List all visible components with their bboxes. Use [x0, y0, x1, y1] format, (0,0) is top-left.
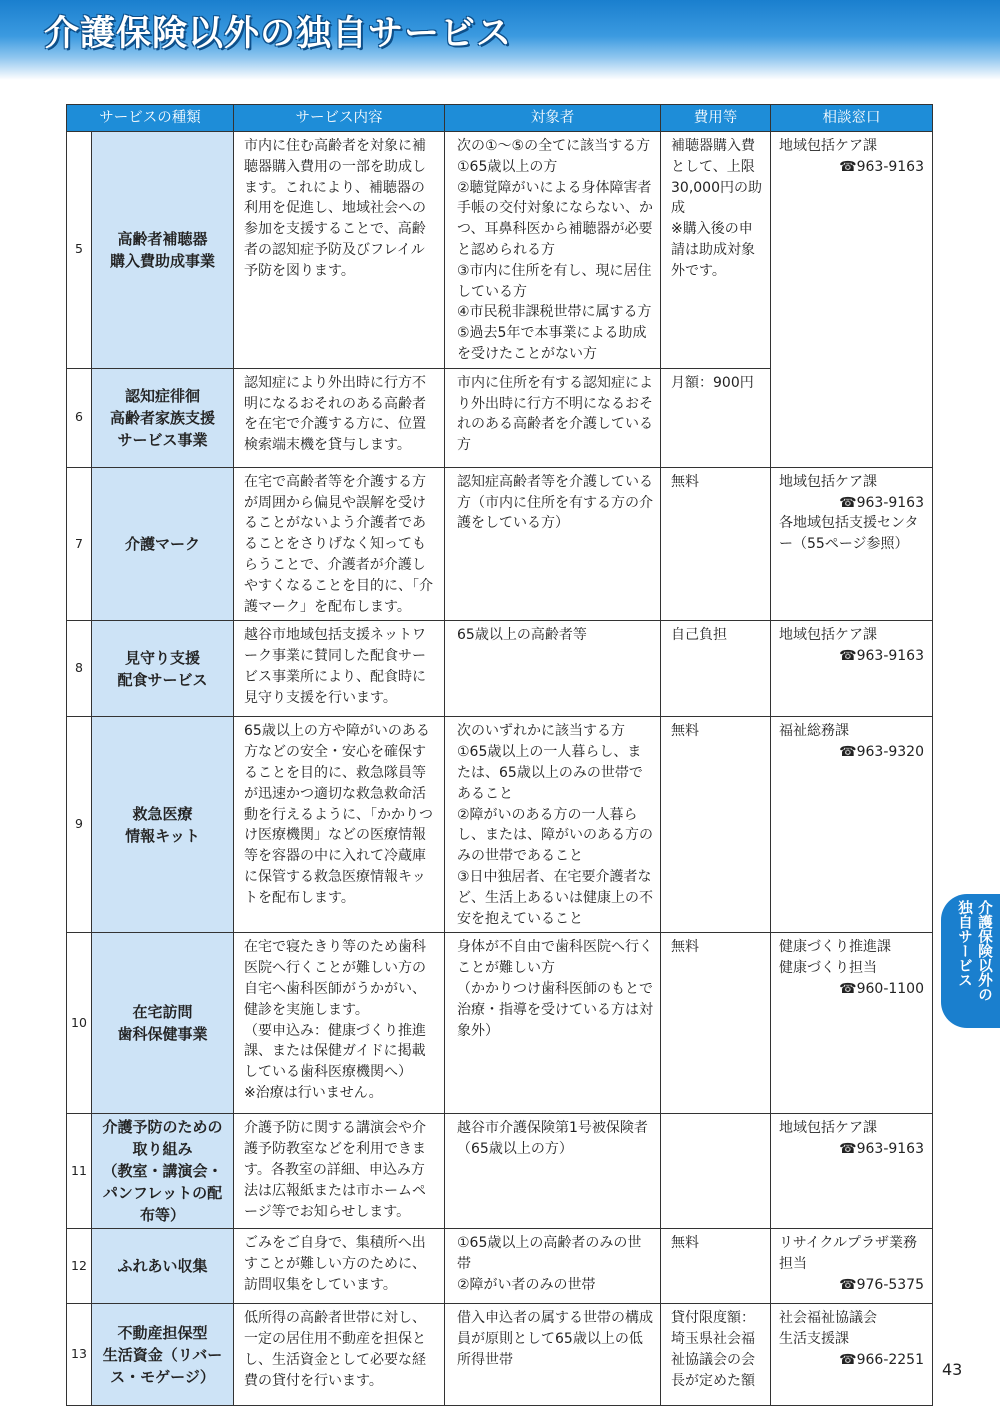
table-row — [67, 132, 933, 369]
contact-note: 各地域包括支援センター（55ページ参照） — [779, 515, 919, 553]
service-content: 在宅で高齢者等を介護する方が周囲から偏見や誤解を受けることがないよう介護者であることをさりげなく知ってもらうことで、介護者が介護しやすくなることを目的に、「介護マーク」を配布します。 — [234, 467, 445, 621]
column-header-cost: 費用等 — [661, 105, 771, 132]
service-contact — [771, 933, 933, 1114]
contact-department: 地域包括ケア課 — [779, 138, 877, 154]
table-row — [67, 467, 933, 621]
table-row — [67, 717, 933, 933]
table-header-row — [67, 105, 933, 132]
service-contact — [771, 1114, 933, 1229]
contact-phone: ☎963-9163 — [839, 494, 924, 511]
service-content: 市内に住む高齢者を対象に補聴器購入費用の一部を助成します。これにより、補聴器の利用を促進し、地域社会への参加を支援することで、高齢者の認知症予防及びフレイル予防を図ります。 — [234, 132, 445, 369]
table-row — [67, 1229, 933, 1304]
contact-phone: ☎976-5375 — [839, 1276, 924, 1293]
service-cost: 無料 — [661, 467, 771, 621]
service-name: 救急医療 情報キット — [92, 717, 234, 933]
column-header-content: サービス内容 — [234, 105, 445, 132]
row-number: 12 — [67, 1229, 92, 1304]
column-header-contact: 相談窓口 — [771, 105, 933, 132]
contact-phone: ☎963-9163 — [839, 648, 924, 665]
service-name: 認知症徘徊 高齢者家族支援 サービス事業 — [92, 368, 234, 467]
column-header-target: 対象者 — [445, 105, 661, 132]
service-name: 在宅訪問 歯科保健事業 — [92, 933, 234, 1114]
service-content: 低所得の高齢者世帯に対し、一定の居住用不動産を担保とし、生活資金として必要な経費の貸付を行います。 — [234, 1304, 445, 1406]
row-number: 5 — [67, 132, 92, 369]
service-content: 在宅で寝たきり等のため歯科医院へ行くことが難しい方の自宅へ歯科医師がうかがい、健診を実施します。 （要申込み：健康づくり推進課、または保健ガイドに掲載している歯科医療機関へ） ※治療は行いません。 — [234, 933, 445, 1114]
service-name: ふれあい収集 — [92, 1229, 234, 1304]
contact-phone: ☎963-9320 — [839, 744, 924, 761]
service-content: ごみをご自身で、集積所へ出すことが難しい方のために、訪問収集をしています。 — [234, 1229, 445, 1304]
service-name: 高齢者補聴器 購入費助成事業 — [92, 132, 234, 369]
contact-phone: ☎966-2251 — [839, 1351, 924, 1368]
contact-phone: ☎960-1100 — [839, 980, 924, 997]
service-content: 介護予防に関する講演会や介護予防教室などを利用できます。各教室の詳細、申込み方法は広報紙または市ホームページ等でお知らせします。 — [234, 1114, 445, 1229]
service-target: 身体が不自由で歯科医院へ行くことが難しい方 （かかりつけ歯科医師のもとで治療・指導を受けている方は対象外） — [445, 933, 661, 1114]
service-cost — [661, 1114, 771, 1229]
table-row — [67, 1304, 933, 1406]
service-target: 65歳以上の高齢者等 — [445, 621, 661, 717]
service-cost: 月額：900円 — [661, 368, 771, 467]
page-number: 43 — [942, 1360, 963, 1379]
contact-department: 地域包括ケア課 — [779, 627, 877, 644]
service-contact — [771, 621, 933, 717]
column-header-type: サービスの種類 — [67, 105, 234, 132]
row-number: 10 — [67, 933, 92, 1114]
contact-department: 福祉総務課 — [779, 723, 849, 740]
table-row — [67, 1114, 933, 1229]
contact-department: 健康づくり推進課 健康づくり担当 — [779, 939, 891, 977]
service-target: 次の①～⑤の全てに該当する方 ①65歳以上の方 ②聴覚障がいによる身体障害者手帳の交付対象にならない、かつ、耳鼻科医から補聴器が必要と認められる方 ③市内に住所を有し、現に居住している方 ④市民税非課税世帯に属する方 ⑤過去5年で本事業による助成を受けたことがない方 — [445, 132, 661, 369]
service-target: 借入申込者の属する世帯の構成員が原則として65歳以上の低所得世帯 — [445, 1304, 661, 1406]
service-name: 介護予防のための 取り組み （教室・講演会・パンフレットの配布等） — [92, 1114, 234, 1229]
contact-department: 地域包括ケア課 — [779, 1120, 877, 1137]
table-row — [67, 621, 933, 717]
service-target: 次のいずれかに該当する方 ①65歳以上の一人暮らし、または、65歳以上のみの世帯であること ②障がいのある方の一人暮らし、または、障がいのある方のみの世帯であること ③日中独居者、在宅要介護者など、生活上あるいは健康上の不安を抱えていること — [445, 717, 661, 933]
service-cost: 無料 — [661, 1229, 771, 1304]
service-target: ①65歳以上の高齢者のみの世帯 ②障がい者のみの世帯 — [445, 1229, 661, 1304]
contact-department: 社会福祉協議会 生活支援課 — [779, 1310, 877, 1348]
service-target: 認知症高齢者等を介護している方（市内に住所を有する方の介護をしている方） — [445, 467, 661, 621]
row-number: 7 — [67, 467, 92, 621]
page-header — [0, 0, 1000, 80]
page-title: 介護保険以外の独自サービス — [44, 14, 513, 54]
row-number: 8 — [67, 621, 92, 717]
contact-department: リサイクルプラザ業務担当 — [779, 1235, 918, 1273]
service-cost: 貸付限度額：埼玉県社会福祉協議会の会長が定めた額 — [661, 1304, 771, 1406]
service-cost: 無料 — [661, 933, 771, 1114]
contact-phone: ☎963-9163 — [839, 1141, 924, 1158]
service-cost: 自己負担 — [661, 621, 771, 717]
service-contact — [771, 467, 933, 621]
service-target: 市内に住所を有する認知症により外出時に行方不明になるおそれのある高齢者を介護している方 — [445, 368, 661, 467]
row-number: 13 — [67, 1304, 92, 1406]
service-contact — [771, 132, 933, 468]
table-row — [67, 933, 933, 1114]
service-name: 介護マーク — [92, 467, 234, 621]
contact-department: 地域包括ケア課 — [779, 473, 877, 490]
service-name: 不動産担保型 生活資金（リバース・モゲージ） — [92, 1304, 234, 1406]
service-contact — [771, 1229, 933, 1304]
service-content: 65歳以上の方や障がいのある方などの安全・安心を確保することを目的に、救急隊員等が迅速かつ適切な救急救命活動を行えるように、「かかりつけ医療機関」などの医療情報等を容器の中に入れて冷蔵庫に保管する救急医療情報キットを配布します。 — [234, 717, 445, 933]
service-table — [66, 104, 933, 1406]
service-name: 見守り支援 配食サービス — [92, 621, 234, 717]
service-target: 越谷市介護保険第1号被保険者（65歳以上の方） — [445, 1114, 661, 1229]
service-contact — [771, 717, 933, 933]
service-cost: 無料 — [661, 717, 771, 933]
service-content: 越谷市地域包括支援ネットワーク事業に賛同した配食サービス事業所により、配食時に見守り支援を行います。 — [234, 621, 445, 717]
row-number: 11 — [67, 1114, 92, 1229]
row-number: 6 — [67, 368, 92, 467]
service-cost: 補聴器購入費として、上限30,000円の助成 ※購入後の申請は助成対象外です。 — [661, 132, 771, 369]
service-contact — [771, 1304, 933, 1406]
contact-phone: ☎963-9163 — [839, 158, 924, 175]
side-tab-label: 介護保険以外の 独自サービス — [956, 900, 992, 1002]
service-content: 認知症により外出時に行方不明になるおそれのある高齢者を在宅で介護する方に、位置検索端末機を貸与します。 — [234, 368, 445, 467]
row-number: 9 — [67, 717, 92, 933]
